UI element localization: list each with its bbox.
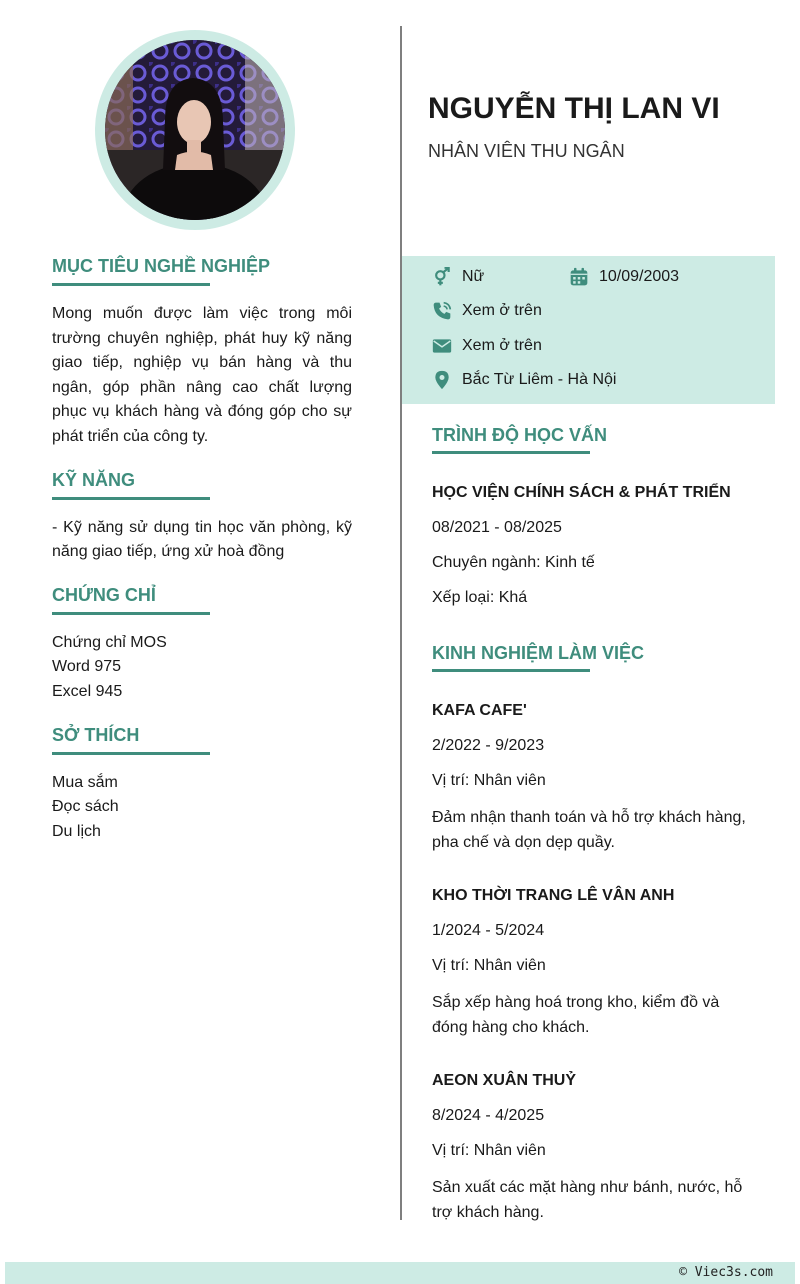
education-heading: TRÌNH ĐỘ HỌC VẤN — [432, 425, 607, 445]
certificates-heading: CHỨNG CHỈ — [52, 584, 156, 605]
objective-section — [52, 256, 352, 450]
address-row — [432, 370, 616, 390]
heading-underline — [52, 752, 210, 755]
left-column — [52, 256, 352, 864]
job-period: 1/2024 - 5/2024 — [432, 922, 545, 940]
location-pin-icon — [432, 370, 452, 390]
phone-row — [432, 301, 542, 321]
experience-heading: KINH NGHIỆM LÀM VIỆC — [432, 643, 645, 663]
hobbies-heading: SỞ THÍCH — [52, 724, 140, 745]
avatar-frame — [95, 30, 295, 230]
right-column — [432, 425, 752, 1226]
experience-section — [432, 643, 752, 1226]
job-position: Vị trí: Nhân viên — [432, 1142, 546, 1160]
certificate-item: Chứng chỉ MOS — [52, 633, 167, 651]
email-value: Xem ở trên — [462, 337, 542, 354]
education-major: Chuyên ngành: Kinh tế — [432, 554, 595, 571]
job-period: 8/2024 - 4/2025 — [432, 1107, 545, 1125]
email-icon — [432, 336, 452, 356]
school-name: HỌC VIỆN CHÍNH SÁCH & PHÁT TRIỂN — [432, 484, 731, 501]
education-period: 08/2021 - 08/2025 — [432, 519, 562, 536]
hobby-item: Đọc sách — [52, 798, 119, 816]
education-section — [432, 425, 752, 607]
experience-item — [432, 702, 752, 855]
job-position: Vị trí: Nhân viên — [432, 957, 546, 975]
footer-bar — [5, 1262, 795, 1284]
heading-underline — [52, 283, 210, 286]
skills-section — [52, 470, 352, 565]
contact-box — [402, 256, 775, 404]
birthday-value: 10/09/2003 — [599, 268, 680, 285]
address-value: Bắc Từ Liêm - Hà Nội — [462, 371, 617, 388]
footer-credit: © Viec3s.com — [679, 1265, 773, 1280]
company-name: KHO THỜI TRANG LÊ VÂN ANH — [432, 887, 675, 905]
hobby-item: Mua sắm — [52, 773, 118, 791]
avatar — [105, 40, 285, 220]
company-name: KAFA CAFE' — [432, 702, 527, 719]
skills-text: - Kỹ năng sử dụng tin học văn phòng, kỹ năng giao tiếp, ứng xử hoà đồng — [52, 518, 352, 561]
birthday-row — [569, 267, 679, 287]
job-description: Sắp xếp hàng hoá trong kho, kiểm đồ và đóng hàng cho khách. — [432, 994, 720, 1036]
heading-underline — [52, 497, 210, 500]
job-period: 2/2022 - 9/2023 — [432, 737, 545, 754]
email-row — [432, 336, 542, 356]
gender-row — [432, 267, 484, 287]
hobbies-section — [52, 725, 352, 845]
job-description: Đảm nhận thanh toán và hỗ trợ khách hàng, pha chế và dọn dẹp quầy. — [432, 809, 746, 851]
hobby-item: Du lịch — [52, 822, 101, 840]
heading-underline — [432, 669, 590, 672]
certificate-item: Excel 945 — [52, 682, 123, 700]
experience-item — [432, 887, 752, 1040]
certificates-section — [52, 585, 352, 705]
education-grade: Xếp loại: Khá — [432, 589, 528, 606]
job-title: NHÂN VIÊN THU NGÂN — [428, 141, 625, 161]
company-name: AEON XUÂN THUỶ — [432, 1072, 577, 1090]
heading-underline — [432, 451, 590, 454]
gender-value: Nữ — [462, 268, 485, 285]
job-description: Sản xuất các mặt hàng như bánh, nước, hỗ trợ khách hàng. — [432, 1179, 743, 1221]
phone-icon — [432, 301, 452, 321]
gender-icon — [432, 267, 452, 287]
experience-item — [432, 1072, 752, 1225]
phone-value: Xem ở trên — [462, 302, 542, 319]
calendar-icon — [569, 267, 589, 287]
heading-underline — [52, 612, 210, 615]
objective-heading: MỤC TIÊU NGHỀ NGHIỆP — [52, 256, 271, 276]
job-position: Vị trí: Nhân viên — [432, 772, 546, 789]
objective-text: Mong muốn được làm việc trong môi trường chuyên nghiệp, phát huy kỹ năng giao tiếp, nghiệp vụ bán hàng và thu ngân, góp phần nâng cao chất lượng phục vụ khách hàng và đóng góp cho sự phát triển của công ty. — [52, 305, 352, 445]
certificate-item: Word 975 — [52, 658, 122, 676]
column-divider — [400, 26, 402, 1220]
candidate-name: NGUYỄN THỊ LAN VI — [428, 92, 720, 125]
skills-heading: KỸ NĂNG — [52, 469, 136, 490]
